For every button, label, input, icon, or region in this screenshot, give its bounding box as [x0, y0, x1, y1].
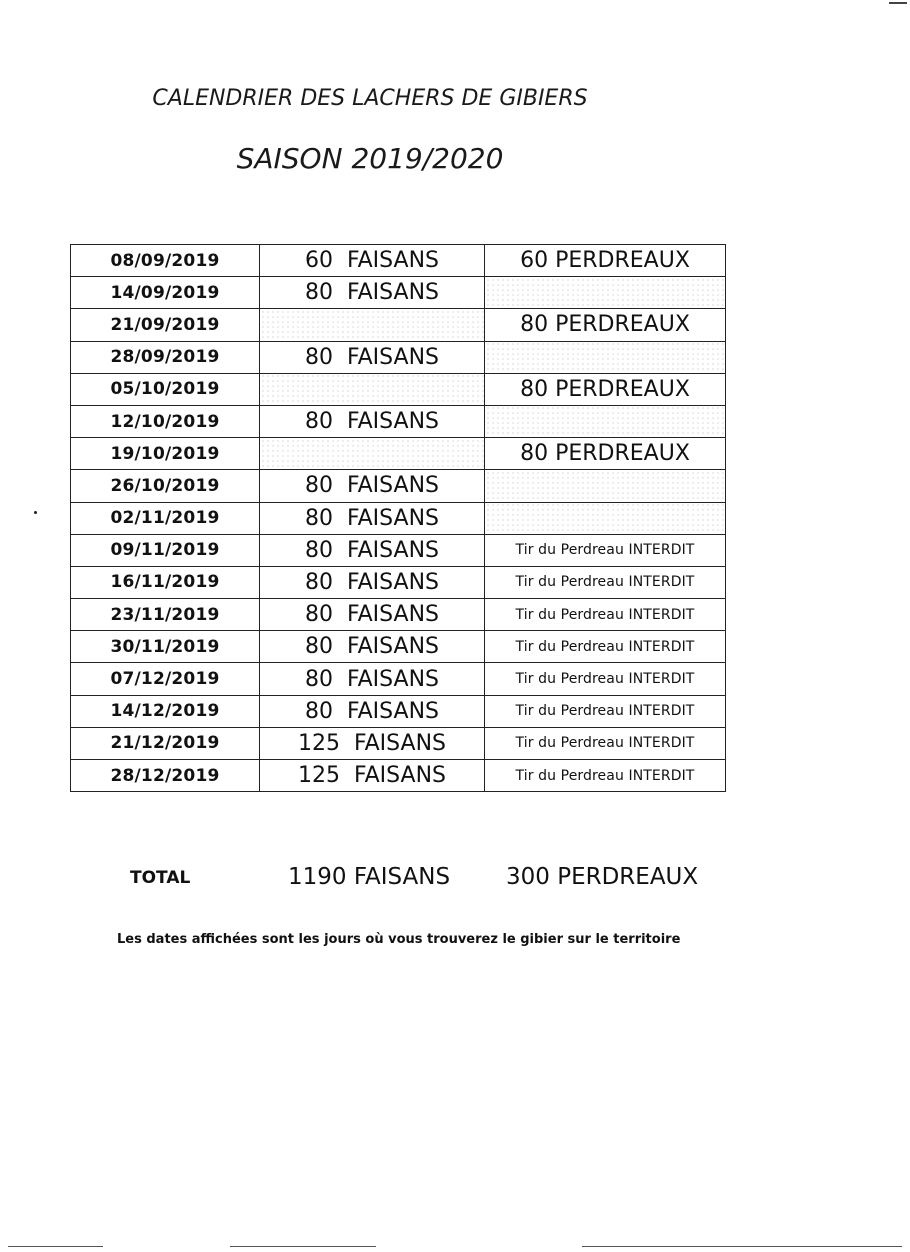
table-row [71, 727, 726, 759]
perdreaux-cell: Tir du Perdreau INTERDIT [485, 534, 726, 566]
release-date: 30/11/2019 [71, 631, 260, 663]
release-date: 21/09/2019 [71, 309, 260, 341]
faisans-cell: 125 FAISANS [260, 727, 485, 759]
table-row [71, 405, 726, 437]
release-date: 14/09/2019 [71, 277, 260, 309]
release-date: 23/11/2019 [71, 599, 260, 631]
release-date: 28/12/2019 [71, 760, 260, 792]
faisans-cell [260, 373, 485, 405]
release-date: 12/10/2019 [71, 405, 260, 437]
faisans-cell [260, 309, 485, 341]
faisans-cell: 80 FAISANS [260, 599, 485, 631]
faisans-cell: 80 FAISANS [260, 695, 485, 727]
perdreaux-cell: Tir du Perdreau INTERDIT [485, 695, 726, 727]
table-row [71, 309, 726, 341]
table-row [71, 470, 726, 502]
scan-line [230, 1246, 376, 1247]
table-row [71, 631, 726, 663]
release-date: 21/12/2019 [71, 727, 260, 759]
table-row [71, 341, 726, 373]
perdreaux-cell: Tir du Perdreau INTERDIT [485, 599, 726, 631]
faisans-cell: 80 FAISANS [260, 534, 485, 566]
perdreaux-cell: 80 PERDREAUX [485, 438, 726, 470]
release-date: 08/09/2019 [71, 245, 260, 277]
perdreaux-cell: 60 PERDREAUX [485, 245, 726, 277]
release-date: 07/12/2019 [71, 663, 260, 695]
faisans-cell: 80 FAISANS [260, 470, 485, 502]
release-date: 09/11/2019 [71, 534, 260, 566]
faisans-cell: 80 FAISANS [260, 341, 485, 373]
table-row [71, 599, 726, 631]
table-row [71, 566, 726, 598]
perdreaux-cell: Tir du Perdreau INTERDIT [485, 760, 726, 792]
table-row [71, 373, 726, 405]
release-date: 26/10/2019 [71, 470, 260, 502]
faisans-cell: 80 FAISANS [260, 631, 485, 663]
release-date: 19/10/2019 [71, 438, 260, 470]
release-date: 16/11/2019 [71, 566, 260, 598]
release-date: 28/09/2019 [71, 341, 260, 373]
perdreaux-cell [485, 405, 726, 437]
perdreaux-cell [485, 277, 726, 309]
faisans-cell: 80 FAISANS [260, 502, 485, 534]
table-row [71, 695, 726, 727]
total-faisans: 1190 FAISANS [288, 864, 451, 890]
perdreaux-cell [485, 341, 726, 373]
table-row [71, 663, 726, 695]
total-label: TOTAL [130, 868, 191, 888]
total-perdreaux: 300 PERDREAUX [506, 864, 699, 890]
table-row [71, 502, 726, 534]
perdreaux-cell: 80 PERDREAUX [485, 309, 726, 341]
table-row [71, 760, 726, 792]
scan-line [8, 1246, 103, 1247]
perdreaux-cell: 80 PERDREAUX [485, 373, 726, 405]
faisans-cell: 80 FAISANS [260, 405, 485, 437]
faisans-cell: 80 FAISANS [260, 277, 485, 309]
perdreaux-cell: Tir du Perdreau INTERDIT [485, 631, 726, 663]
faisans-cell: 80 FAISANS [260, 566, 485, 598]
scan-line [582, 1246, 902, 1247]
faisans-cell: 60 FAISANS [260, 245, 485, 277]
perdreaux-cell: Tir du Perdreau INTERDIT [485, 566, 726, 598]
season-title: SAISON 2019/2020 [236, 142, 504, 175]
faisans-cell [260, 438, 485, 470]
perdreaux-cell: Tir du Perdreau INTERDIT [485, 727, 726, 759]
perdreaux-cell [485, 502, 726, 534]
document-title: CALENDRIER DES LACHERS DE GIBIERS [152, 86, 588, 111]
table-row [71, 277, 726, 309]
faisans-cell: 80 FAISANS [260, 663, 485, 695]
scan-mark [889, 2, 907, 4]
footnote: Les dates affichées sont les jours où vous trouverez le gibier sur le territoire [117, 932, 681, 947]
faisans-cell: 125 FAISANS [260, 760, 485, 792]
perdreaux-cell [485, 470, 726, 502]
release-calendar-table [70, 244, 726, 792]
table-row [71, 245, 726, 277]
scan-dot [34, 511, 37, 514]
table-row [71, 438, 726, 470]
table-row [71, 534, 726, 566]
release-date: 14/12/2019 [71, 695, 260, 727]
perdreaux-cell: Tir du Perdreau INTERDIT [485, 663, 726, 695]
release-date: 05/10/2019 [71, 373, 260, 405]
release-date: 02/11/2019 [71, 502, 260, 534]
